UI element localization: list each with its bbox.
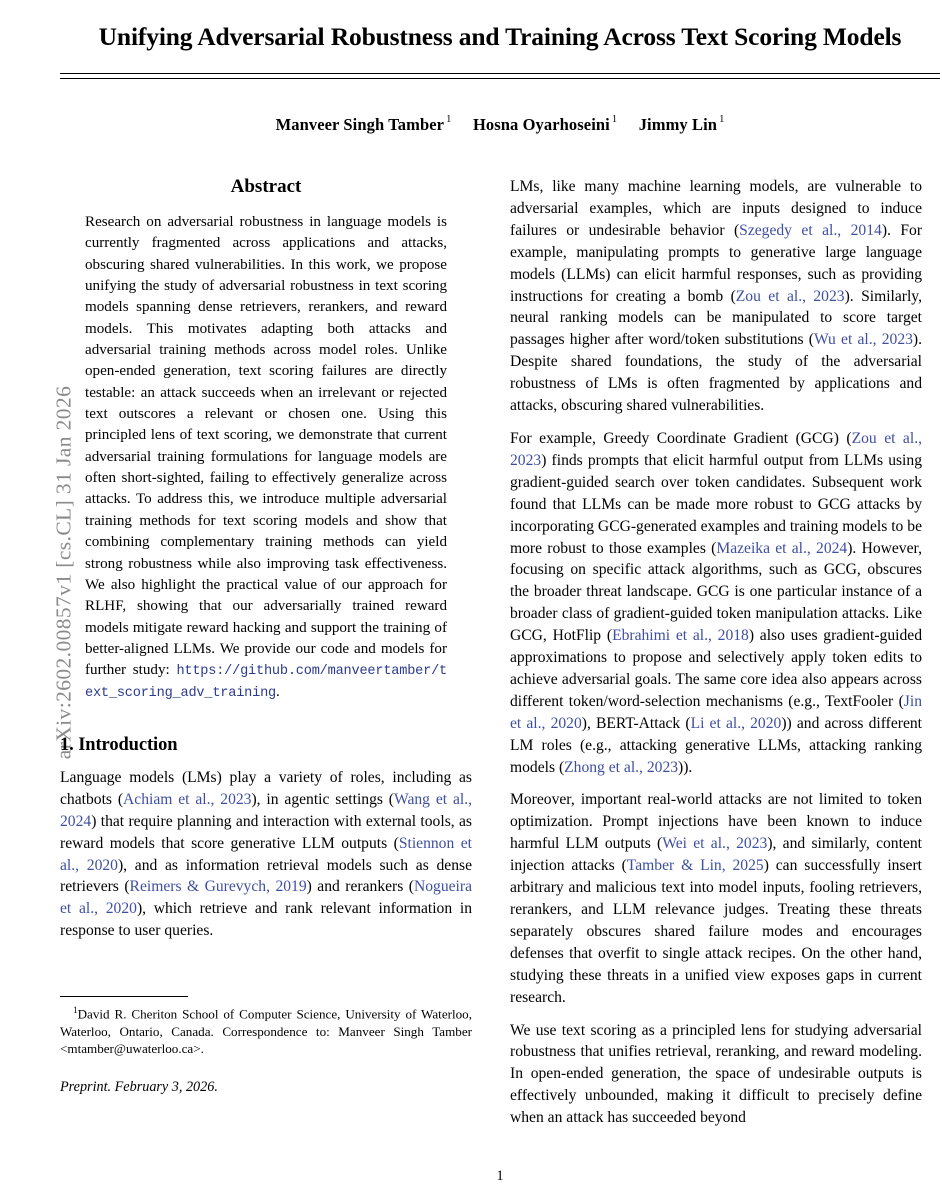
title-divider-rule [60, 73, 940, 79]
intro-paragraph-1 [60, 767, 472, 942]
author-affiliation-mark: 1 [719, 114, 725, 126]
footnote-marker: 1 [73, 1005, 78, 1015]
citation-link[interactable]: Li et al., 2020 [690, 714, 782, 732]
text-run: We use text scoring as a principled lens for studying adversarial robustness that unifies retrieval, reranking, and reward modeling. In open-ended generation, the space of undesirable outputs is effectively unbounded, making it difficult to precisely define when an attack has succeeded beyond [510, 1021, 922, 1127]
citation-link[interactable]: Tamber & Lin, 2025 [626, 857, 764, 875]
citation-link[interactable]: Reimers & Gurevych, 2019 [129, 878, 307, 896]
text-run: ), in agentic settings ( [251, 790, 394, 808]
citation-link[interactable]: Achiam et al., 2023 [123, 790, 252, 808]
citation-link[interactable]: Nogueira et al., 2020 [60, 878, 472, 918]
footnote-divider-rule [60, 996, 188, 997]
abstract-heading: Abstract [230, 176, 302, 197]
right-paragraph-2 [510, 428, 922, 779]
text-run: ) finds prompts that elicit harmful output from LLMs using gradient-guided search over token candidates. Subsequent work found that LLMs can be made more robust to GCG attacks by incorporating GCG-generated examples and training models to be more robust to those examples ( [510, 451, 922, 557]
text-run: ) can successfully insert arbitrary and malicious text into model inputs, fooling retrievers, rerankers, and LLM relevance judges. Treating these threats separately obscures shared failure modes and encourages defenses that overfit to single attack recipes. On the other hand, studying these threats in a unified view exposes gaps in current research. [510, 857, 922, 1006]
author-entry [276, 115, 452, 134]
author-entry [639, 115, 725, 134]
paper-page [60, 0, 940, 1200]
text-run: LMs, like many machine learning models, are vulnerable to adversarial examples, which are inputs designed to induce failures or undesirable behavior ( [510, 178, 922, 239]
page-number: 1 [496, 1168, 504, 1184]
author-affiliation-mark: 1 [446, 114, 452, 126]
text-run: ) that require planning and interaction with external tools, as reward models that score generative LLM outputs ( [60, 812, 472, 852]
affiliation-footnote [60, 1004, 472, 1058]
text-run: ), which retrieve and rank relevant information in response to user queries. [60, 900, 472, 940]
text-run: ), and as information retrieval models such as dense retrievers ( [60, 856, 472, 896]
citation-link[interactable]: Zou et al., 2023 [735, 287, 845, 305]
text-run: ) also uses gradient-guided approximations to propose and selectively apply token edits to achieve adversarial goals. The same core idea also appears across different token/word-selection mechanisms (e.g., TextFooler ( [510, 627, 922, 710]
author-list [60, 115, 940, 135]
left-column [60, 176, 473, 1095]
text-run: ), and similarly, content injection attacks ( [510, 835, 922, 875]
citation-link[interactable]: Zou et al., 2023 [510, 429, 922, 469]
title-block [60, 0, 940, 135]
section-heading-introduction: 1. Introduction [60, 734, 178, 755]
author-name: Jimmy Lin [638, 114, 718, 134]
author-name: Hosna Oyarhoseini [472, 114, 610, 134]
author-affiliation-mark: 1 [611, 114, 618, 126]
right-paragraph-1 [510, 176, 922, 417]
text-run: )). [678, 758, 693, 776]
citation-link[interactable]: Zhong et al., 2023 [564, 758, 679, 776]
author-entry [473, 115, 617, 134]
text-run: ). However, focusing on specific attack algorithms, such as GCG, obscures the broader threat landscape. GCG is one particular instance of a broader class of gradient-guided token manipulation attacks. Like GCG, HotFlip ( [510, 539, 922, 645]
citation-link[interactable]: Wang et al., 2024 [60, 790, 473, 830]
text-run: For example, Greedy Coordinate Gradient (GCG) ( [510, 429, 852, 447]
text-run: ) and rerankers ( [306, 878, 414, 896]
right-paragraph-3 [510, 789, 922, 1008]
repository-url-link[interactable]: https://github.com/manveertamber/text_scoring_adv_training [85, 664, 447, 701]
right-column [510, 176, 922, 1129]
two-column-body [60, 176, 940, 1176]
text-run: ). For example, manipulating prompts to generative large language models (LLMs) can elicit harmful responses, such as providing instructions for creating a bomb ( [510, 221, 923, 305]
right-paragraph-4 [510, 1020, 922, 1130]
text-run: Moreover, important real-world attacks are not limited to token optimization. Prompt injections have been known to induce harmful LLM outputs ( [510, 791, 922, 853]
citation-link[interactable]: Wu et al., 2023 [813, 331, 913, 349]
text-run: ). Similarly, neural ranking models can be manipulated to score target passages higher after word/token substitutions ( [510, 287, 922, 349]
footnote-body: David R. Cheriton School of Computer Science, University of Waterloo, Waterloo, Ontario, Canada. Correspondence to: Manveer Singh Tamber <mtamber@uwaterloo.ca>. [60, 1006, 472, 1057]
author-name: Manveer Singh Tamber [275, 114, 445, 134]
citation-link[interactable]: Ebrahimi et al., 2018 [612, 627, 749, 645]
page-title: Unifying Adversarial Robustness and Training Across Text Scoring Models [98, 22, 902, 51]
text-run: Language models (LMs) play a variety of roles, including as chatbots ( [60, 768, 472, 808]
preprint-notice: Preprint. February 3, 2026. [60, 1078, 218, 1095]
text-run: ), BERT-Attack ( [581, 714, 691, 732]
abstract-trailing-period: . [275, 683, 280, 700]
arxiv-identifier-stamp: arXiv:2602.00857v1 [cs.CL] 31 Jan 2026 [51, 385, 76, 760]
abstract-text [85, 212, 447, 703]
text-run: ). Despite shared foundations, the study of the adversarial robustness of LMs is often fragmented by applications and attacks, obscuring shared vulnerabilities. [510, 331, 923, 415]
footnote-zone [60, 996, 472, 1096]
citation-link[interactable]: Stiennon et al., 2020 [60, 834, 472, 874]
citation-link[interactable]: Jin et al., 2020 [510, 692, 922, 732]
citation-link[interactable]: Mazeika et al., 2024 [716, 539, 848, 557]
citation-link[interactable]: Szegedy et al., 2014 [739, 221, 882, 239]
text-run: )) and across different LM roles (e.g., attacking generative LLMs, attacking ranking models ( [510, 714, 922, 776]
abstract-main-text: Research on adversarial robustness in language models is currently fragmented across applications and attacks, obscuring shared vulnerabilities. In this work, we propose unifying the study of adversarial robustness in text scoring models spanning dense retrievers, rerankers, and reward models. This motivates adapting both attacks and adversarial training methods across model roles. Unlike open-ended generation, text scoring failures are directly testable: an attack succeeds when an irrelevant or rejected text outscores a relevant or chosen one. Using this principled lens of text scoring, we demonstrate that current adversarial training formulations for language models are often short-sighted, failing to effectively generalize across attacks. To address this, we introduce multiple adversarial training methods for text scoring models and show that combining complementary training methods can yield strong robustness while also improving task effectiveness. We also highlight the practical value of our approach for RLHF, showing that our adversarially trained reward models mitigate reward hacking and support the training of better-aligned LLMs. We provide our code and models for further study: [85, 214, 447, 679]
citation-link[interactable]: Wei et al., 2023 [662, 835, 768, 853]
